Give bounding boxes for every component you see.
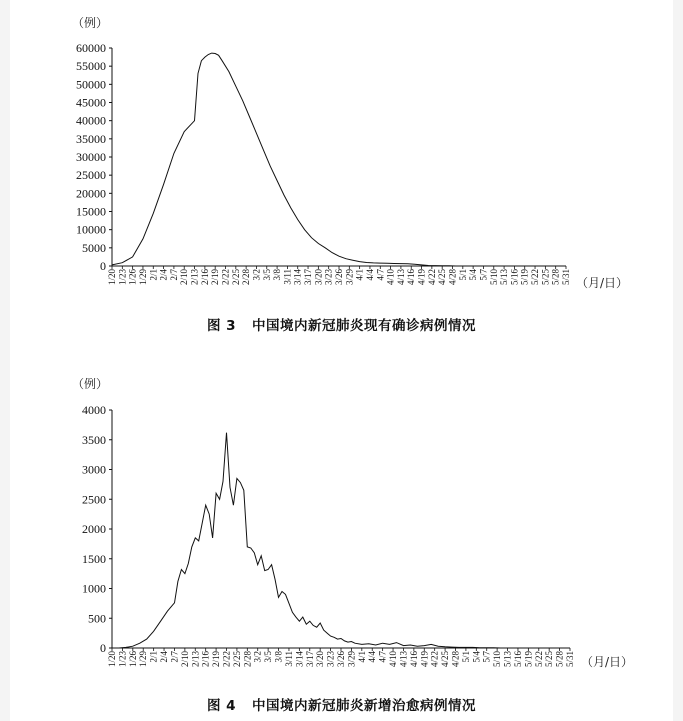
x-tick-label: 5/28	[550, 269, 561, 286]
x-tick-label: 4/19	[416, 269, 427, 286]
x-tick-label: 3/29	[346, 651, 357, 668]
y-tick-label: 3000	[82, 462, 106, 477]
series-line-current-cases	[112, 53, 504, 266]
x-tick-label: 2/4	[158, 269, 169, 281]
x-tick-label: 4/1	[356, 651, 367, 663]
x-tick-label: 3/14	[294, 651, 305, 668]
x-tick-label: 1/20	[107, 269, 117, 286]
x-tick-label: 5/25	[540, 269, 551, 286]
x-tick-label: 3/26	[336, 651, 346, 668]
y-tick-label: 0	[100, 641, 106, 655]
x-tick-label: 4/16	[408, 651, 419, 668]
x-tick-label: 2/28	[241, 269, 252, 286]
y-tick-labels-4	[82, 403, 106, 655]
x-tick-label: 4/25	[440, 651, 451, 668]
x-tick-label: 4/22	[426, 269, 437, 286]
figure-sheet	[10, 0, 673, 721]
y-tick-label: 40000	[76, 113, 106, 128]
figure-4-caption	[10, 694, 673, 714]
y-tick-labels-3	[76, 41, 106, 273]
x-tick-label: 1/23	[117, 269, 128, 286]
x-tick-label: 5/7	[481, 651, 492, 663]
x-tick-label: 4/1	[354, 269, 365, 281]
x-tick-label: 5/13	[502, 651, 513, 668]
x-tick-label: 2/19	[211, 651, 222, 668]
x-tick-label: 2/13	[190, 651, 201, 668]
y-tick-label: 5000	[82, 240, 106, 255]
x-unit-label-3: （月/日）	[576, 276, 629, 290]
y-unit-label-4: （例）	[72, 377, 109, 391]
y-tick-label: 15000	[76, 204, 106, 219]
x-tick-label: 2/25	[230, 269, 241, 286]
x-tick-label: 5/16	[512, 651, 523, 668]
x-tick-label: 5/28	[554, 651, 565, 668]
y-tick-label: 30000	[76, 150, 106, 164]
y-unit-label-3: （例）	[72, 16, 109, 30]
x-tick-label: 5/10	[492, 651, 503, 668]
x-tick-label: 5/10	[488, 269, 499, 286]
x-tick-label: 3/11	[283, 651, 294, 667]
x-tick-label: 4/13	[398, 651, 409, 668]
x-tick-label: 2/25	[231, 651, 242, 668]
x-tick-label: 5/4	[468, 269, 479, 281]
x-tick-label: 3/8	[272, 269, 283, 281]
x-tick-label: 4/13	[395, 269, 406, 286]
x-tick-label: 2/1	[148, 269, 159, 281]
x-tick-label: 3/20	[313, 269, 324, 286]
y-tick-label: 3500	[82, 432, 106, 447]
x-tick-label: 4/28	[450, 651, 461, 668]
axes-4	[109, 410, 570, 651]
x-tick-label: 5/19	[519, 269, 530, 286]
x-tick-label: 5/13	[499, 269, 510, 286]
x-tick-label: 5/1	[457, 269, 468, 281]
x-tick-label: 3/17	[304, 651, 315, 668]
x-tick-label: 2/10	[179, 651, 190, 668]
x-tick-labels-3	[107, 269, 571, 286]
x-tick-label: 5/1	[460, 651, 471, 663]
y-tick-label: 60000	[76, 41, 106, 55]
y-tick-label: 20000	[76, 186, 106, 201]
x-tick-label: 4/16	[406, 269, 417, 286]
figure-3-caption	[10, 314, 673, 334]
x-tick-label: 3/5	[261, 269, 272, 281]
chart-figure-4	[10, 360, 673, 710]
y-tick-label: 2500	[82, 492, 106, 507]
x-tick-label: 2/16	[200, 651, 211, 668]
x-tick-label: 4/28	[447, 269, 458, 286]
x-tick-label: 2/10	[179, 269, 190, 286]
y-tick-label: 25000	[76, 168, 106, 183]
x-tick-label: 4/25	[437, 269, 448, 286]
x-tick-label: 3/26	[334, 269, 344, 286]
x-tick-label: 4/7	[377, 651, 388, 663]
y-tick-label: 2000	[82, 522, 106, 536]
x-tick-label: 4/7	[375, 269, 386, 281]
x-tick-label: 2/7	[168, 269, 179, 281]
x-tick-label: 2/22	[221, 651, 232, 668]
x-tick-label: 5/22	[533, 651, 544, 668]
x-tick-label: 3/20	[315, 651, 326, 668]
x-tick-label: 2/7	[169, 651, 180, 663]
chart-figure-3	[10, 0, 673, 310]
series-line-new-recoveries	[112, 433, 508, 648]
x-tick-label: 1/26	[127, 651, 138, 668]
y-tick-label: 500	[88, 611, 106, 626]
x-tick-label: 4/10	[385, 269, 396, 286]
y-tick-label: 50000	[76, 77, 106, 92]
x-tick-label: 3/14	[292, 269, 303, 286]
y-tick-label: 45000	[76, 95, 106, 110]
figure-3-title: 中国境内新冠肺炎现有确诊病例情况	[252, 318, 477, 334]
y-tick-label: 10000	[76, 222, 106, 237]
x-tick-label: 4/19	[419, 651, 430, 668]
x-tick-label: 3/17	[303, 269, 314, 286]
x-unit-label-4: （月/日）	[581, 655, 634, 669]
x-tick-label: 1/26	[127, 269, 138, 286]
x-tick-label: 3/2	[252, 651, 263, 663]
x-tick-label: 3/11	[282, 269, 293, 285]
x-tick-label: 3/23	[323, 269, 334, 286]
x-tick-label: 4/10	[388, 651, 399, 668]
x-tick-label: 4/22	[429, 651, 440, 668]
x-tick-label: 2/22	[220, 269, 231, 286]
x-tick-label: 5/19	[523, 651, 534, 668]
figure-4-title: 中国境内新冠肺炎新增治愈病例情况	[252, 698, 477, 714]
y-tick-label: 4000	[82, 403, 106, 417]
x-tick-label: 3/23	[325, 651, 336, 668]
x-tick-label: 2/28	[242, 651, 253, 668]
x-tick-label: 2/1	[148, 651, 159, 663]
x-tick-label: 3/5	[263, 651, 274, 663]
x-tick-label: 1/23	[117, 651, 128, 668]
x-tick-label: 1/29	[138, 651, 149, 668]
x-tick-label: 2/19	[210, 269, 221, 286]
x-tick-label: 4/4	[364, 269, 375, 281]
x-tick-label: 3/29	[344, 269, 355, 286]
y-tick-label: 1500	[82, 551, 106, 566]
x-tick-label: 2/4	[159, 651, 170, 663]
x-tick-label: 2/13	[189, 269, 200, 286]
y-tick-label: 1000	[82, 581, 106, 596]
x-tick-labels-4	[107, 651, 575, 668]
x-tick-label: 4/4	[367, 651, 378, 663]
y-tick-label: 35000	[76, 131, 106, 146]
x-tick-label: 3/8	[273, 651, 284, 663]
x-tick-label: 1/29	[137, 269, 148, 286]
x-tick-label: 5/25	[544, 651, 555, 668]
x-tick-label: 5/16	[509, 268, 520, 286]
x-tick-label: 5/31	[561, 269, 571, 286]
x-tick-label: 1/20	[107, 651, 117, 668]
x-tick-label: 5/22	[530, 269, 541, 286]
figure-3-label: 图 3	[206, 318, 237, 334]
x-tick-label: 3/2	[251, 269, 262, 281]
x-tick-label: 5/4	[471, 651, 482, 663]
figure-4-label: 图 4	[206, 698, 237, 714]
x-tick-label: 5/31	[565, 651, 575, 668]
y-tick-label: 55000	[76, 59, 106, 74]
x-tick-label: 5/7	[478, 269, 489, 281]
x-tick-label: 2/16	[199, 269, 210, 286]
y-tick-label: 0	[100, 259, 106, 273]
axes-3	[109, 48, 566, 269]
